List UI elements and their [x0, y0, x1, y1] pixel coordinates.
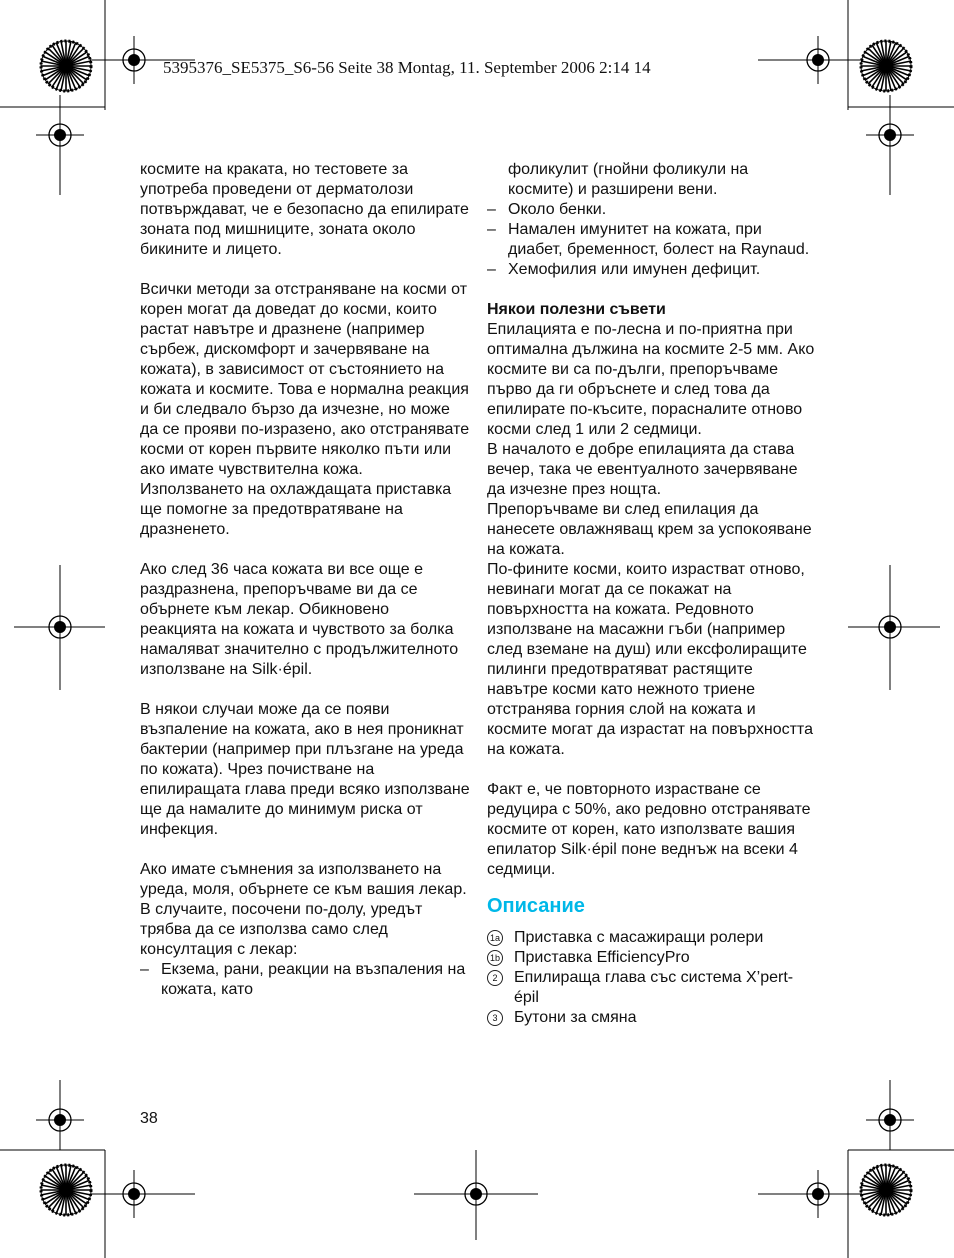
paragraph: космите на краката, но тестовете за употреба проведени от дерматолози потвърждават, че е безопасно да епилирате зоната под мишниците, зоната около бикините и лицето.: [140, 161, 469, 258]
list-item-text: Намален имунитет на кожата, при диабет, бременност, болест на Raynaud.: [508, 221, 810, 258]
dash-bullet: –: [487, 261, 496, 278]
paragraph: В някои случаи може да се появи възпаление на кожата, ако в нея проникнат бактерии (например при плъзгане на уреда по кожата). Чрез почистване на епилиращата глава преди всяко използване ще да намалите до минимум риска от инфекция.: [140, 701, 470, 838]
paragraph: Всички методи за отстраняване на косми от корен могат да доведат до косми, които растат навътре и дразнене (например сърбеж, дискомфорт и зачервяване на кожата), в зависимост от състоянието на кожата и космите. Това е нормална реакция и би следвало бързо да изчезне, но може да се прояви по-изразено, ако отстранявате косми от корен първите няколко пъти или ако имате чувствителна кожа.: [140, 281, 470, 478]
paragraph: Факт е, че повторното израстване се редуцира с 50%, ако редовно отстранявате космите от корен, като използвате вашия епилатор Silk·épil поне веднъж на всеки 4 седмици.: [487, 781, 811, 878]
list-item-text: Хемофилия или имунен дефицит.: [508, 261, 761, 278]
paragraph: По-фините косми, които израстват отново, невинаги могат да се покажат на повърхността на кожата. Редовното използване на масажни гъби (например след вземане на душ) или ексфолиращите пилинги предотвратяват растящите навътре косми като нежното триене отстранява горния слой на кожата и космите могат да израстат на повърхността на кожата.: [487, 561, 813, 758]
item-number-badge: 3: [487, 1010, 503, 1026]
paragraph: В началото е добре епилацията да става вечер, така че евентуалното зачервяване да изчезне през нощта.: [487, 441, 798, 498]
description-item: [487, 948, 817, 968]
description-item-text: Приставка EfficiencyPro: [514, 949, 690, 966]
print-header: 5395376_SE5375_S6-56 Seite 38 Montag, 11. September 2006 2:14 14: [163, 58, 651, 77]
description-item: [487, 968, 817, 1008]
item-number-badge: 1a: [487, 930, 503, 946]
list-item-text: Около бенки.: [508, 201, 607, 218]
description-item-text: Приставка с масажиращи ролери: [514, 929, 764, 946]
paragraph: Ако имате съмнения за използването на уреда, моля, обърнете се към вашия лекар.: [140, 861, 467, 898]
right-column: [487, 160, 817, 1028]
paragraph: Препоръчваме ви след епилация да нанесете овлажняващ крем за успокояване на кожата.: [487, 501, 812, 558]
dash-bullet: –: [487, 201, 496, 218]
list-item: [487, 260, 817, 280]
page-number: 38: [140, 1110, 158, 1127]
list-item: [487, 220, 817, 260]
list-item-continuation: фоликулит (гнойни фоликули на космите) и разширени вени.: [508, 161, 749, 198]
paragraph: Епилацията е по-лесна и по-приятна при оптимална дължина на космите 2-5 мм. Ако космите ви са по-дълги, препоръчваме първо да ги обръснете и след това да епилирате по-късите, порасналите отново косми след 1 или 2 седмици.: [487, 321, 815, 438]
paragraph: Използването на охлаждащата приставка ще помогне за предотвратяване на дразненето.: [140, 481, 452, 538]
left-column: [140, 160, 470, 1000]
subheading: Някои полезни съвети: [487, 301, 666, 318]
item-number-badge: 1b: [487, 950, 503, 966]
dash-bullet: –: [140, 961, 149, 978]
description-item-text: Бутони за смяна: [514, 1009, 637, 1026]
item-number-badge: 2: [487, 970, 503, 986]
list-item: [487, 200, 817, 220]
list-item-text: Екзема, рани, реакции на възпаления на кожата, като: [161, 961, 466, 998]
paragraph: В случаите, посочени по-долу, уредът трябва да се използва само след консултация с лекар:: [140, 901, 423, 958]
dash-bullet: –: [487, 221, 496, 238]
description-item: [487, 1008, 817, 1028]
paragraph: Ако след 36 часа кожата ви все още е раздразнена, препоръчваме ви да се обърнете към лекар. Обикновено реакцията на кожата и чувството за болка намаляват значително с продължителното използване на Silk·épil.: [140, 561, 459, 678]
description-item: [487, 928, 817, 948]
section-title: Описание: [487, 895, 585, 917]
description-item-text: Епилираща глава със система X’pert-épil: [514, 969, 794, 1006]
list-item: [140, 960, 470, 1000]
